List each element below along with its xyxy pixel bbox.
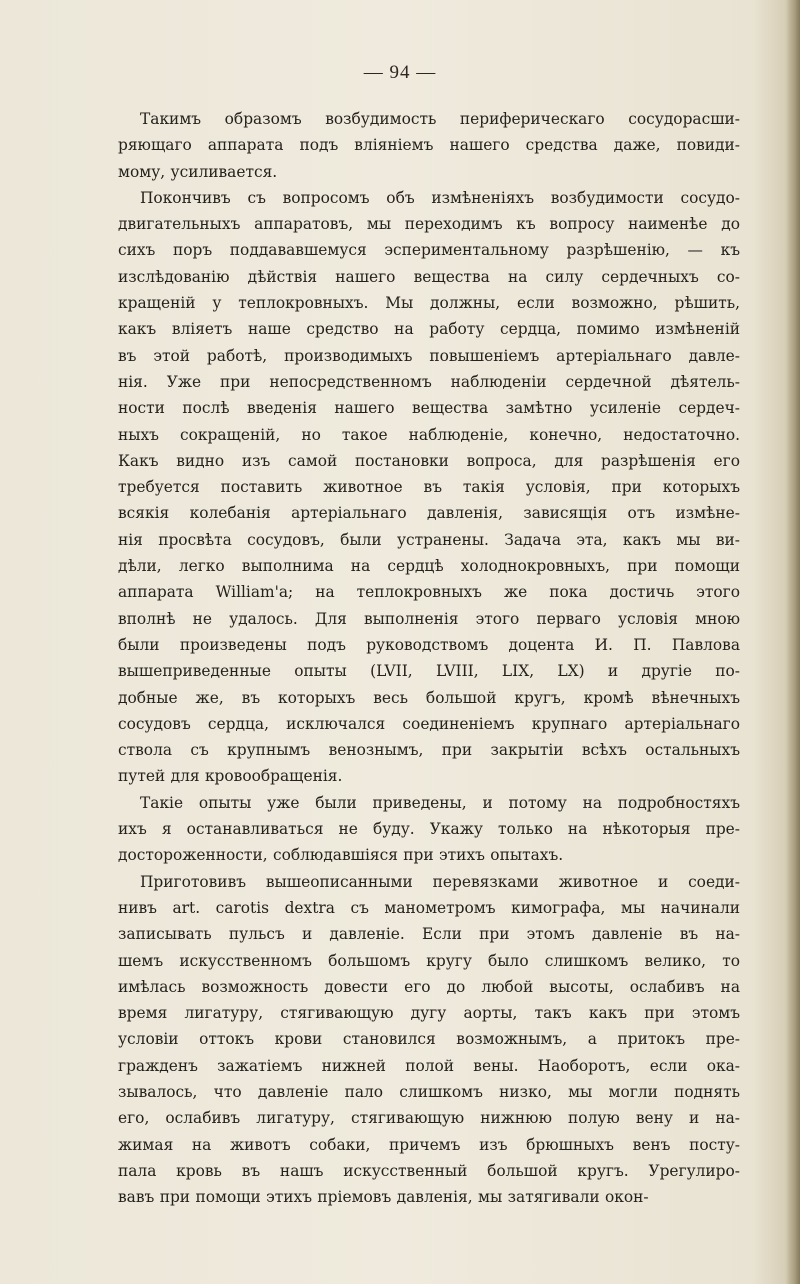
text-line: ихъ я останавливаться не буду. Укажу только на нѣкоторыя пре- (118, 820, 740, 839)
page-number: — 94 — (363, 62, 437, 83)
text-line: время лигатуру, стягивающую дугу аорты, такъ какъ при этомъ (118, 1004, 740, 1023)
paragraph (118, 185, 740, 790)
paragraph (118, 869, 740, 1211)
text-line: вполнѣ не удалось. Для выполненія этого перваго условія мною (118, 609, 740, 628)
text-line: добные же, въ которыхъ весь большой кругъ, кромѣ вѣнечныхъ (118, 688, 740, 707)
text-line: зывалось, что давленіе пало слишкомъ низко, мы могли поднять (118, 1082, 740, 1101)
text-line: нивъ art. carotis dextra съ манометромъ кимографа, мы начинали (118, 898, 740, 917)
text-line: дѣли, легко выполнима на сердцѣ холоднокровныхъ, при помощи (118, 557, 740, 576)
page-spine-shadow (786, 0, 800, 1284)
text-line: имѣлась возможность довести его до любой высоты, ослабивъ на (118, 977, 740, 996)
text-line: всякія колебанія артеріальнаго давленія, зависящія отъ измѣне- (118, 504, 740, 523)
text-line: его, ослабивъ лигатуру, стягивающую нижнюю полую вену и на- (118, 1109, 740, 1128)
text-line: аппарата William'a; на теплокровныхъ же пока достичь этого (118, 583, 740, 602)
text-line: сихъ поръ поддававшемуся эспериментальному разрѣшенію, — къ (118, 241, 740, 260)
text-line: сосудовъ сердца, исключался соединеніемъ крупнаго артеріальнаго (118, 714, 740, 733)
text-line: нія. Уже при непосредственномъ наблюденіи сердечной дѣятель- (118, 372, 740, 391)
text-line: условіи оттокъ крови становился возможнымъ, а притокъ пре- (118, 1030, 740, 1049)
text-line: были произведены подъ руководствомъ доцента И. П. Павлова (118, 635, 740, 654)
paragraph (118, 106, 740, 185)
text-line: требуется поставить животное въ такія условія, при которыхъ (118, 478, 740, 497)
text-line: вышеприведенные опыты (LVII, LVIII, LIX, LX) и другіе по- (118, 662, 740, 681)
text-line: достороженности, соблюдавшіяся при этихъ опытахъ. (118, 846, 564, 865)
text-line: кращеній у теплокровныхъ. Мы должны, если возможно, рѣшить, (118, 294, 740, 313)
text-line: вавъ при помощи этихъ пріемовъ давленія, мы затягивали окон- (118, 1188, 649, 1207)
text-line: записывать пульсъ и давленіе. Если при этомъ давленіе въ на- (118, 925, 740, 944)
text-line: въ этой работѣ, производимыхъ повышеніемъ артеріальнаго давле- (118, 346, 740, 365)
paragraph (118, 790, 740, 869)
text-line: изслѣдованію дѣйствія нашего вещества на силу сердечныхъ со- (118, 267, 740, 286)
text-line: какъ вліяетъ наше средство на работу сердца, помимо измѣненій (118, 320, 740, 339)
text-line: пала кровь въ нашъ искусственный большой кругъ. Урегулиро- (118, 1161, 740, 1180)
text-line: ряющаго аппарата подъ вліяніемъ нашего средства даже, повиди- (118, 136, 740, 155)
text-line: Какъ видно изъ самой постановки вопроса, для разрѣшенія его (118, 451, 740, 470)
text-line: ности послѣ введенія нашего вещества замѣтно усиленіе сердеч- (118, 399, 740, 418)
text-line: Такимъ образомъ возбудимость периферическаго сосудорасши- (140, 110, 740, 128)
text-line: жимая на животъ собаки, причемъ изъ брюшныхъ венъ посту- (118, 1135, 740, 1154)
text-line: нія просвѣта сосудовъ, были устранены. Задача эта, какъ мы ви- (118, 530, 740, 549)
text-line: мому, усиливается. (118, 162, 278, 181)
text-line: шемъ искусственномъ большомъ кругу было слишкомъ велико, то (118, 951, 740, 970)
text-line: Приготовивъ вышеописанными перевязками животное и соеди- (140, 872, 740, 891)
text-line: гражденъ зажатіемъ нижней полой вены. Наоборотъ, если ока- (118, 1056, 740, 1075)
text-line: двигательныхъ аппаратовъ, мы переходимъ къ вопросу наименѣе до (118, 215, 740, 234)
body-text (118, 106, 740, 1210)
text-line: ныхъ сокращеній, но такое наблюденіе, конечно, недостаточно. (118, 425, 740, 444)
text-line: ствола съ крупнымъ венознымъ, при закрытіи всѣхъ остальныхъ (118, 741, 740, 760)
text-line: Покончивъ съ вопросомъ объ измѣненіяхъ возбудимости сосудо- (140, 188, 740, 207)
text-line: Такіе опыты уже были приведены, и потому на подробностяхъ (140, 793, 740, 812)
text-line: путей для кровообращенія. (118, 767, 343, 786)
